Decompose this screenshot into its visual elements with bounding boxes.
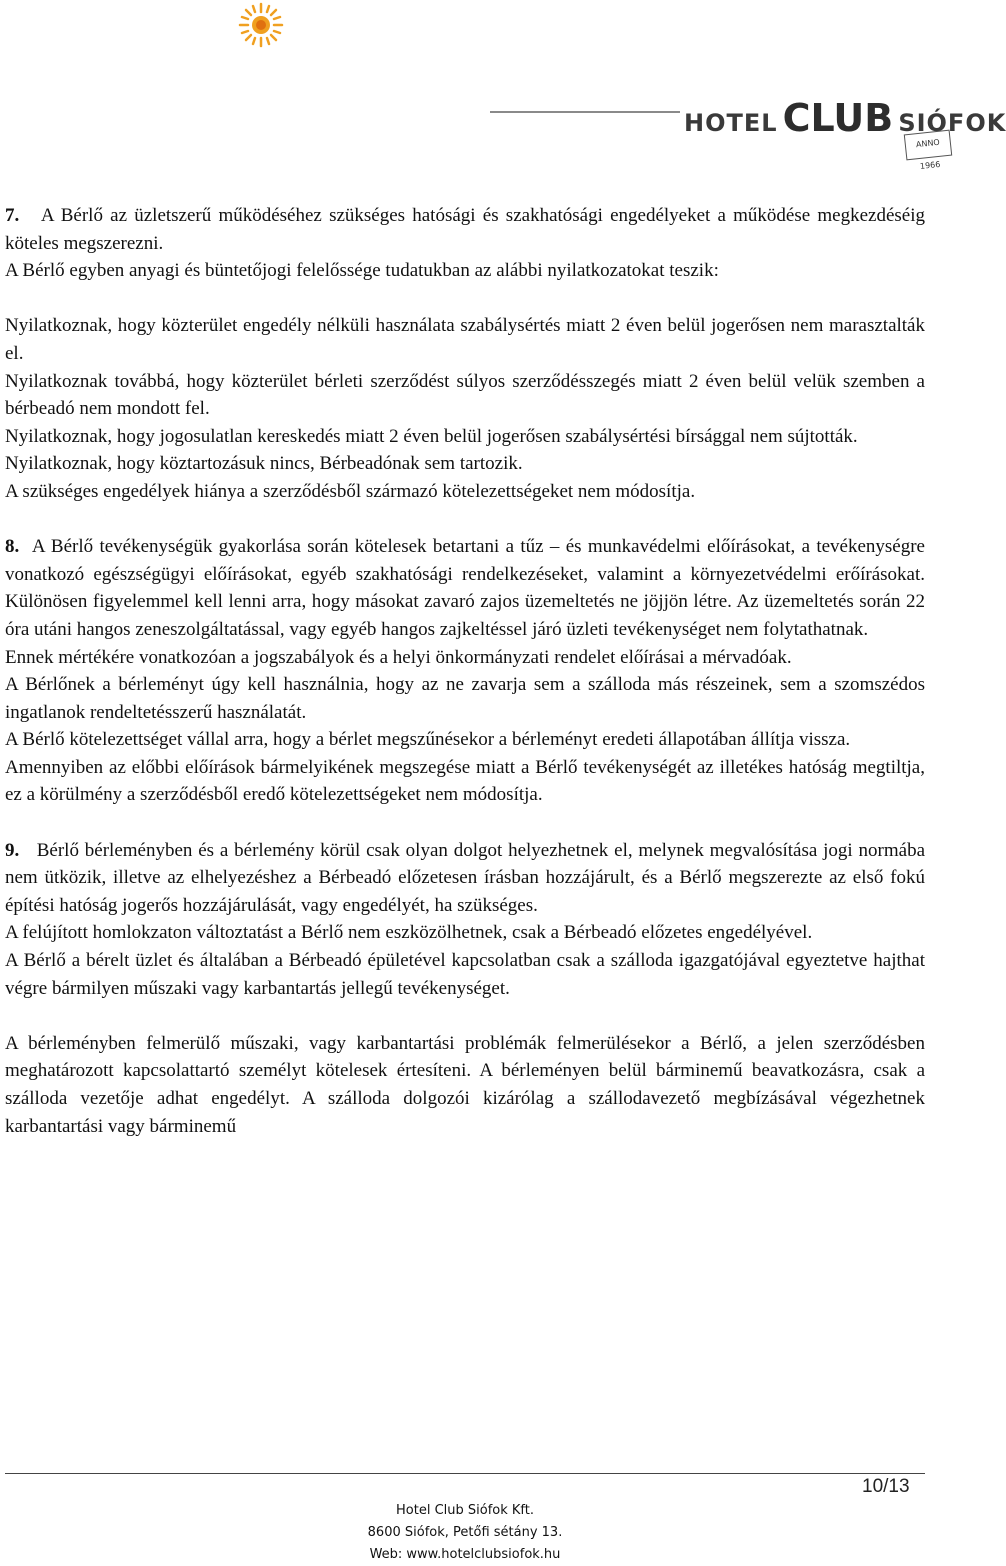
section-8-paragraph-1: 8. A Bérlő tevékenységük gyakorlása során kötelesek betartani a tűz – és munkavédelmi előírásokat, a tevékenységre vonatkozó egészségügyi előírásokat, egyéb szakhatósági rendelkezéseket, valamint a környezetvédelmi erőírásokat. Különösen figyelemmel kell lenni arra, hogy másokat zavaró zajos üzemeltetés ne jöjjön létre. Az üzemeltetés során 22 óra utáni hangos zeneszolgáltatással, vagy egyéb hangos zajkeltéssel járó üzleti tevékenységet nem folytathatnak.	[5, 536, 925, 640]
logo-club: CLUB	[782, 96, 894, 140]
section-9-paragraph: A Bérlő a bérelt üzlet és általában a Bérbeadó épületével kapcsolatban csak a szálloda igazgatójával egyeztetve hajthat végre bármilyen műszaki vagy karbantartás jellegű tevékenységet.	[5, 950, 925, 999]
page-number: 10/13	[862, 1476, 910, 1497]
footer-divider	[5, 1473, 925, 1474]
footer-company: Hotel Club Siófok Kft.	[396, 1503, 534, 1518]
statement: Nyilatkoznak, hogy közterület engedély nélküli használata szabálysértés miatt 2 éven belül jogerősen nem marasztalták el.	[5, 315, 925, 364]
logo-anno-stamp: ANNO 1966	[904, 130, 952, 161]
section-8-paragraph: Ennek mértékére vonatkozóan a jogszabályok és a helyi önkormányzati rendelet előírásai a mérvadóak.	[5, 646, 792, 668]
logo-divider	[490, 111, 680, 113]
section-number: 7.	[5, 205, 20, 226]
footer	[300, 1500, 630, 1566]
section-8-paragraph: A Bérlő kötelezettséget vállal arra, hogy a bérlet megszűnésekor a bérleményt eredeti állapotában állítja vissza.	[5, 729, 851, 751]
section-8-paragraph: Amennyiben az előbbi előírások bármelyikének megszegése miatt a Bérlő tevékenységét az illetékes hatóság megtiltja, ez a körülmény a szerződésből eredő kötelezettségeket nem módosítja.	[5, 756, 925, 806]
section-9-paragraph-1: 9. Bérlő bérleményben és a bérlemény körül csak olyan dolgot helyezhetnek el, melynek megvalósítása jogi normába nem ütközik, illetve az elhelyezéshez a Bérbeadó előzetesen írásban hozzájárult, és a Bérlő megszerezte az első fokú építési hatóság jogerős hozzájárulását, vagy engedélyét, ha szükséges.	[5, 839, 925, 916]
section-9-final-paragraph: A bérleményben felmerülő műszaki, vagy karbantartási problémák felmerülésekor a Bérlő, a jelen szerződésben meghatározott kapcsolattartó személyt kötelesek értesíteni. A bérleményen belül bárminemű beavatkozásra, csak a szálloda vezetője adhat engedélyt. A szálloda dolgozói kizárólag a szállodavezető megbízásával végezhetnek karbantartási vagy bárminemű	[5, 1032, 925, 1137]
footer-address: 8600 Siófok, Petőfi sétány 13.	[367, 1525, 563, 1540]
logo-wordmark	[684, 96, 1006, 140]
statement: A szükséges engedélyek hiánya a szerződésből származó kötelezettségeket nem módosítja.	[5, 480, 696, 502]
hotel-logo	[0, 0, 1006, 171]
statement: Nyilatkoznak, hogy köztartozásuk nincs, Bérbeadónak sem tartozik.	[5, 453, 523, 475]
document-body	[5, 202, 925, 1140]
sun-logo-icon	[238, 2, 284, 48]
section-7-paragraph-1: 7. A Bérlő az üzletszerű működéséhez szükséges hatósági és szakhatósági engedélyeket a működése megkezdéséig köteles megszerezni.	[5, 205, 926, 254]
section-8-paragraph: A Bérlőnek a bérleményt úgy kell használnia, hogy az ne zavarja sem a szálloda más részeinek, sem a szomszédos ingatlanok rendeltetésszerű használatát.	[5, 674, 925, 723]
section-number: 8.	[5, 536, 20, 558]
footer-web: Web: www.hotelclubsiofok.hu	[369, 1547, 561, 1562]
section-9-paragraph: A felújított homlokzaton változtatást a Bérlő nem eszközölhetnek, csak a Bérbeadó előzetes engedélyével.	[5, 922, 813, 944]
section-7-paragraph-2: A Bérlő egyben anyagi és büntetőjogi felelőssége tudatukban az alábbi nyilatkozatokat teszik:	[5, 260, 719, 282]
logo-siofok: SIÓFOK	[898, 109, 1006, 137]
statement: Nyilatkoznak továbbá, hogy közterület bérleti szerződést súlyos szerződésszegés miatt 2 éven belül velük szemben a bérbeadó nem mondott fel.	[5, 370, 925, 420]
section-number: 9.	[5, 839, 20, 861]
logo-hotel: HOTEL	[684, 109, 778, 137]
statement: Nyilatkoznak, hogy jogosulatlan kereskedés miatt 2 éven belül jogerősen szabálysértési bírsággal nem sújtották.	[5, 425, 858, 447]
